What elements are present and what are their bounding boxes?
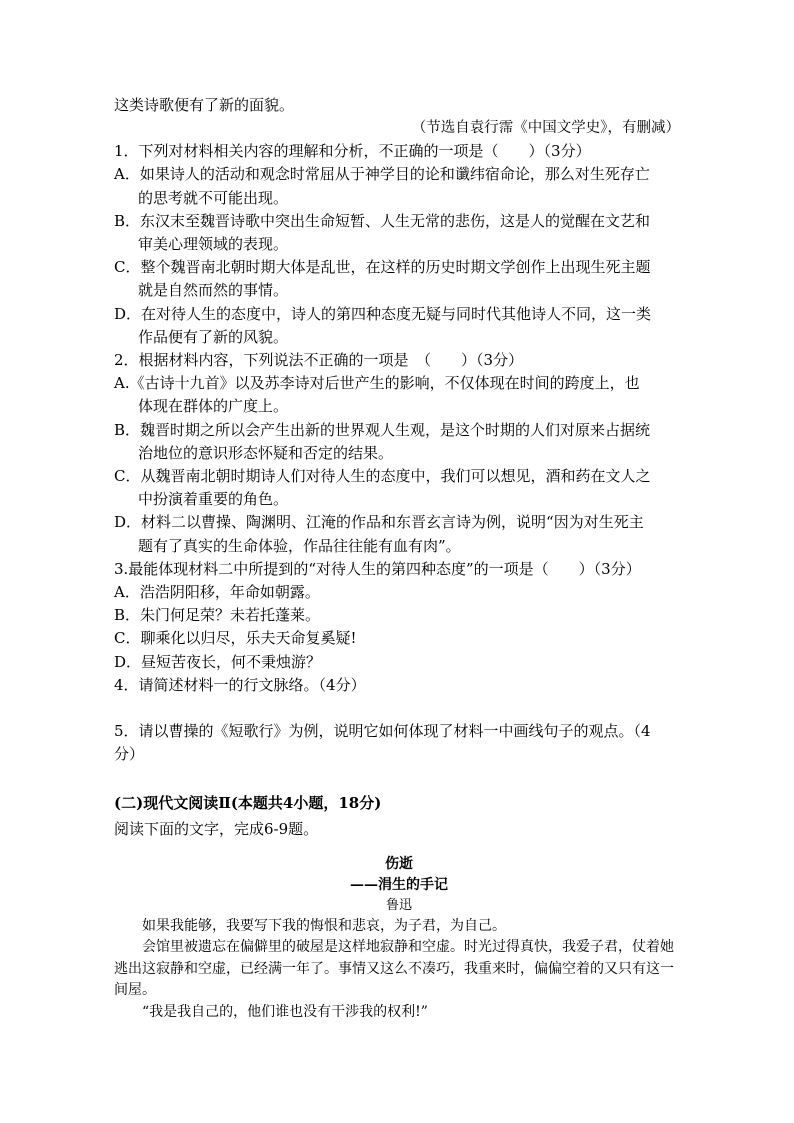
- option-continuation: 作品便有了新的风貌。: [138, 327, 289, 346]
- option-b: [114, 210, 684, 256]
- option-text: D．材料二以曹操、陶渊明、江淹的作品和东晋玄言诗为例，说明“因为对生死主: [114, 513, 644, 532]
- option-continuation: 体现在群体的广度上。: [138, 397, 289, 416]
- question-1: [114, 140, 684, 349]
- article-paragraph: 如果我能够，我要写下我的悔恨和悲哀，为子君，为自己。: [142, 917, 506, 934]
- option-continuation: 治地位的意识形态怀疑和否定的结果。: [138, 443, 394, 462]
- article-body: [114, 916, 684, 1024]
- option-d: [114, 303, 684, 349]
- option-c: [114, 256, 684, 302]
- question-stem: 2．根据材料内容，下列说法不正确的一项是 （ ）（3分）: [114, 351, 524, 370]
- option-text: D．在对待人生的态度中，诗人的第四种态度无疑与同时代其他诗人不同，这一类: [114, 304, 652, 323]
- option-a: [114, 163, 684, 209]
- question-2: [114, 349, 684, 558]
- option-a: A．浩浩阴阳移，年命如朝露。: [114, 583, 320, 602]
- section-heading: (二)现代文阅读Ⅱ(本题共4小题，18分): [114, 794, 382, 813]
- option-text: C．整个魏晋南北朝时期大体是乱世，在这样的历史时期文学创作上出现生死主题: [114, 258, 651, 277]
- option-text: B．魏晋时期之所以会产生出新的世界观人生观，是这个时期的人们对原来占据统: [114, 420, 651, 439]
- option-d: [114, 511, 684, 557]
- option-d: D．昼短苦夜长，何不秉烛游？: [114, 652, 322, 671]
- article-title: 伤逝: [385, 855, 413, 872]
- option-c: [114, 465, 684, 511]
- option-continuation: 审美心理领域的表现。: [138, 235, 289, 254]
- article-subtitle: ——涓生的手记: [350, 876, 448, 893]
- option-continuation: 就是自然而然的事情。: [138, 281, 289, 300]
- option-text: A．如果诗人的活动和观念时常屈从于神学目的论和谶纬宿命论，那么对生死存亡: [114, 165, 650, 184]
- option-c: C．聊乘化以归尽，乐夫天命复奚疑!: [114, 629, 357, 648]
- source-note: （节选自袁行霈《中国文学史》，有删减）: [411, 120, 680, 137]
- question-stem: 1．下列对材料相关内容的理解和分析，不正确的一项是（ ）（3分）: [114, 142, 591, 161]
- option-continuation: 中扮演着重要的角色。: [138, 490, 289, 509]
- article-author: 鲁迅: [385, 897, 412, 913]
- reading-instruction: 阅读下面的文字，完成6-9题。: [114, 820, 319, 839]
- option-continuation: 的思考就不可能出现。: [138, 188, 289, 207]
- option-text: B．东汉末至魏晋诗歌中突出生命短暂、人生无常的悲伤，这是人的觉醒在文艺和: [114, 211, 651, 230]
- article-paragraph: “我是我自己的，他们谁也没有干涉我的权利!”: [142, 1003, 428, 1020]
- question-4: 4．请简述材料一的行文脉络。（4分）: [114, 675, 366, 694]
- option-a: [114, 372, 684, 418]
- option-text: A.《古诗十九首》以及苏李诗对后世产生的影响，不仅体现在时间的跨度上，也: [114, 374, 640, 393]
- option-b: [114, 419, 684, 465]
- article-paragraph: 会馆里被遗忘在偏僻里的破屋是这样地寂静和空虚。时光过得真快，我爱子君，仗着她逃出这寂静和空虚，已经满一年了。事情又这么不凑巧，我重来时，偏偏空着的又只有这一间屋。: [114, 939, 674, 999]
- question-3: [114, 558, 684, 674]
- question-stem: 3.最能体现材料二中所提到的“对待人生的第四种态度”的一项是（ ）（3分）: [114, 559, 641, 578]
- option-text: C．从魏晋南北朝时期诗人们对待人生的态度中，我们可以想见，酒和药在文人之: [114, 467, 651, 486]
- intro-line: 这类诗歌便有了新的面貌。: [114, 96, 295, 114]
- option-continuation: 题有了真实的生命体验，作品往往能有血有肉”。: [138, 536, 461, 555]
- question-5-line-1: 5．请以曹操的《短歌行》为例，说明它如何体现了材料一中画线句子的观点。（4: [114, 722, 651, 741]
- option-b: B．朱门何足荣？未若托蓬莱。: [114, 606, 321, 625]
- question-5-line-2: 分）: [114, 745, 145, 764]
